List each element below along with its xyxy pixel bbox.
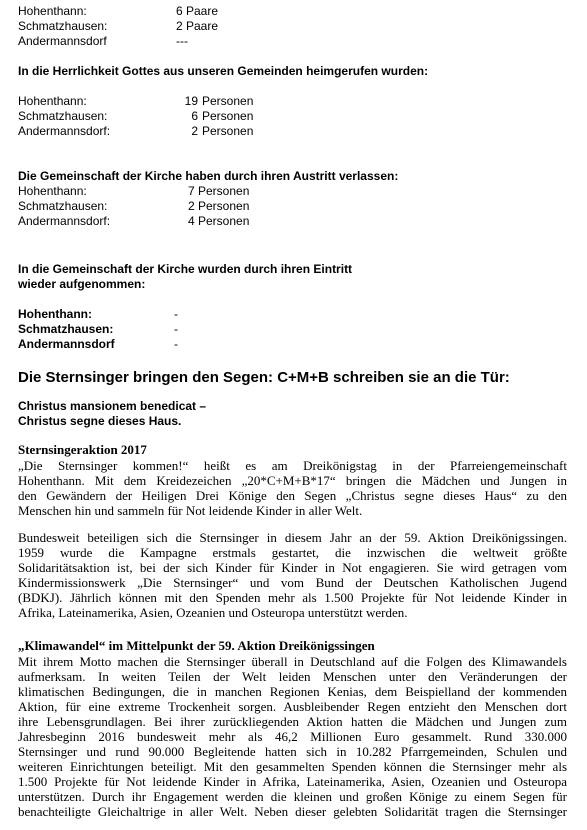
text-line: „Die Sternsinger kommen!“ heißt es am Dreikönigstag in der Pfarreiengemeinschaft [18,458,567,473]
sternsinger-title: Die Sternsinger bringen den Segen: C+M+B schreiben sie an die Tür: [18,369,510,386]
text-line: (BDKJ). Jährlich können mit den Spenden mehr als 1.500 Projekte für Not leidende Kinder in [18,590,567,605]
place-label: Hohenthann: [18,307,92,321]
text-line: 1959 wurde die Kampagne erstmals gestartet, die inzwischen die weltweit größte [18,545,567,560]
text-line: Kindermissionswerk „Die Sternsinger“ und vom Bund der Deutschen Katholischen Jugend [18,575,567,590]
text-line: Mit ihrem Motto machen die Sternsinger überall in Deutschland auf die Folgen des Klimawandels [18,654,567,669]
place-label: Andermannsdorf: [18,214,111,228]
text-line: Aktion, für eine extreme Trockenheit sorgen. Ausbleibender Regen entzieht den Menschen dort [18,699,567,714]
text-line: den Gewändern der Heiligen Drei Könige den Segen „Christus segne dieses Haus“ zu den [18,488,567,503]
text-line: Bundesweit beteiligen sich die Sternsinger in diesem Jahr an der 59. Aktion Dreikönigssingen. [18,530,567,545]
article-heading: „Klimawandel“ im Mittelpunkt der 59. Aktion Dreikönigssingen [18,638,375,653]
count-unit: Personen [202,124,254,138]
text-line: 1.500 Projekte für Not leidende Kinder in Afrika, Lateinamerika, Asien, Ozeanien und Osteuropa [18,774,567,789]
count-value: - [174,322,178,336]
place-label: Hohenthann: [18,184,87,198]
text-line: Jahresbeginn 2016 bundesweit mehr als 46,2 Millionen Euro gesammelt. Rund 330.000 [18,729,567,744]
count-value: 2 Personen [188,199,250,213]
place-label: Hohenthann: [18,94,87,108]
count-number: 2 [191,124,198,138]
count-value: 6 Paare [176,4,219,18]
text-line: weiteren Einrichtungen beteiligt. Mit den gesammelten Spenden können die Sternsinger mehr als [18,759,567,774]
entries-heading-cont: wieder aufgenommen: [18,277,146,291]
text-line: ihre Lebensgrundlagen. Bei ihrer zurückliegenden Aktion hatten die Mädchen und Jungen zum [18,714,567,729]
text-line: benachteiligte Gleichaltrige in aller Welt. Neben dieser gelebten Solidarität tragen die Sternsinger [18,804,567,819]
place-label: Schmatzhausen: [18,199,108,213]
article-heading: Sternsingeraktion 2017 [18,442,147,457]
count-number: 19 [184,94,198,108]
deaths-heading: In die Herrlichkeit Gottes aus unseren Gemeinden heimgerufen wurden: [18,64,429,78]
article-paragraph [18,458,567,518]
count-value: 4 Personen [188,214,250,228]
article-paragraph [18,530,567,620]
text-line: klimatischen Bedingungen, die in manchen Regionen Kenias, dem Beispielland der kommenden [18,684,567,699]
place-label: Schmatzhausen: [18,322,114,336]
place-label: Schmatzhausen: [18,19,108,33]
count-unit: Personen [202,94,254,108]
article-paragraph [18,654,567,819]
count-number: 6 [191,109,198,123]
count-value: --- [176,34,188,48]
count-value: - [174,337,178,351]
motto-line: Christus segne dieses Haus. [18,414,182,428]
exits-heading: Die Gemeinschaft der Kirche haben durch ihren Austritt verlassen: [18,169,399,183]
text-line: unterstützen. Durch ihr Engagement werden die kleinen und großen Könige zu einem Segen für [18,789,567,804]
place-label: Andermannsdorf [18,337,115,351]
place-label: Andermannsdorf: [18,124,111,138]
text-line: Afrika, Lateinamerika, Asien, Ozeanien und Osteuropa unterstützt werden. [18,605,408,620]
count-value: 7 Personen [188,184,250,198]
place-label: Schmatzhausen: [18,109,108,123]
text-line: Solidaritätsaktion ist, bei der sich Kinder für Kinder in Not engagieren. Sie wird getragen vom [18,560,567,575]
text-line: Menschen hin und sammeln für Not leidende Kinder in aller Welt. [18,503,363,518]
count-value: 2 Paare [176,19,219,33]
count-unit: Personen [202,109,254,123]
count-value: - [174,307,178,321]
text-line: Sternsinger und rund 90.000 Begleitende hatten sich in 10.282 Pfarrgemeinden, Schulen und [18,744,567,759]
place-label: Hohenthann: [18,4,87,18]
text-line: aufmerksam. In weiten Teilen der Welt leiden Menschen unter den Veränderungen der [18,669,567,684]
text-line: Hohenthann. Mit dem Kreidezeichen „20*C+M+B*17“ bringen die Mädchen und Jungen in [18,473,567,488]
entries-heading: In die Gemeinschaft der Kirche wurden durch ihren Eintritt [18,262,353,276]
place-label: Andermannsdorf [18,34,107,48]
motto-line: Christus mansionem benedicat – [18,399,207,413]
